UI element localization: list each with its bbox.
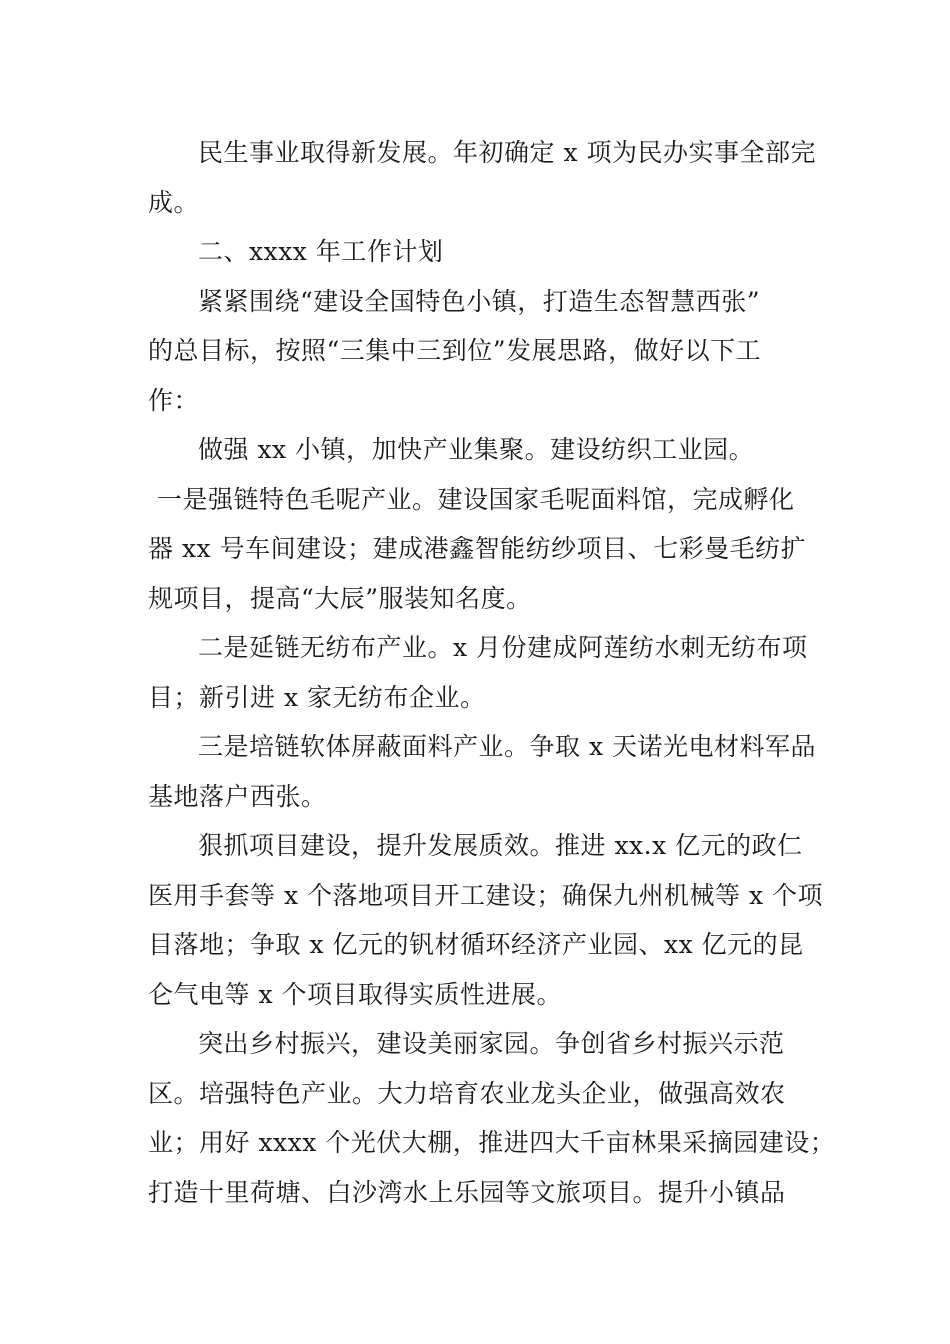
text-line: 区。培强特色产业。大力培育农业龙头企业，做强高效农 bbox=[148, 1078, 786, 1108]
text-line: 目；新引进 x 家无纺布企业。 bbox=[148, 682, 486, 712]
text-line: 突出乡村振兴，建设美丽家园。争创省乡村振兴示范 bbox=[198, 1029, 785, 1058]
document-body bbox=[148, 128, 836, 1217]
text-line: 基地落户西张。 bbox=[148, 781, 327, 811]
text-line: 作： bbox=[148, 385, 200, 415]
text-line: 的总目标，按照“三集中三到位”发展思路，做好以下工 bbox=[148, 336, 762, 365]
text-line: 二是延链无纺布产业。x 月份建成阿莲纺水刺无纺布项 bbox=[198, 633, 808, 662]
text-line: 做强 xx 小镇，加快产业集聚。建设纺织工业园。 bbox=[198, 435, 755, 464]
text-line: 仑气电等 x 个项目取得实质性进展。 bbox=[148, 979, 562, 1009]
text-line: 民生事业取得新发展。年初确定 x 项为民办实事全部完 bbox=[198, 138, 816, 167]
text-line: 一是强链特色毛呢产业。建设国家毛呢面料馆，完成孵化 bbox=[157, 484, 795, 514]
text-line: 三是培链软体屏蔽面料产业。争取 x 天诺光电材料军品 bbox=[198, 732, 816, 761]
text-line: 器 xx 号车间建设；建成港鑫智能纺纱项目、七彩曼毛纺扩 bbox=[148, 534, 807, 563]
text-line: 业；用好 xxxx 个光伏大棚，推进四大千亩林果采摘园建设； bbox=[148, 1128, 836, 1157]
text-line: 医用手套等 x 个落地项目开工建设；确保九州机械等 x 个项 bbox=[148, 880, 823, 910]
text-line: 成。 bbox=[148, 187, 200, 217]
text-line: 狠抓项目建设，提升发展质效。推进 xx.x 亿元的政仁 bbox=[198, 831, 803, 860]
text-line: 目落地；争取 x 亿元的钒材循环经济产业园、xx 亿元的昆 bbox=[148, 930, 804, 959]
text-line: 打造十里荷塘、白沙湾水上乐园等文旅项目。提升小镇品 bbox=[148, 1177, 786, 1207]
text-line: 规项目，提高“大辰”服装知名度。 bbox=[148, 583, 532, 613]
text-line: 紧紧围绕“建设全国特色小镇，打造生态智慧西张” bbox=[198, 286, 761, 316]
section-heading: 二、xxxx 年工作计划 bbox=[198, 237, 444, 266]
